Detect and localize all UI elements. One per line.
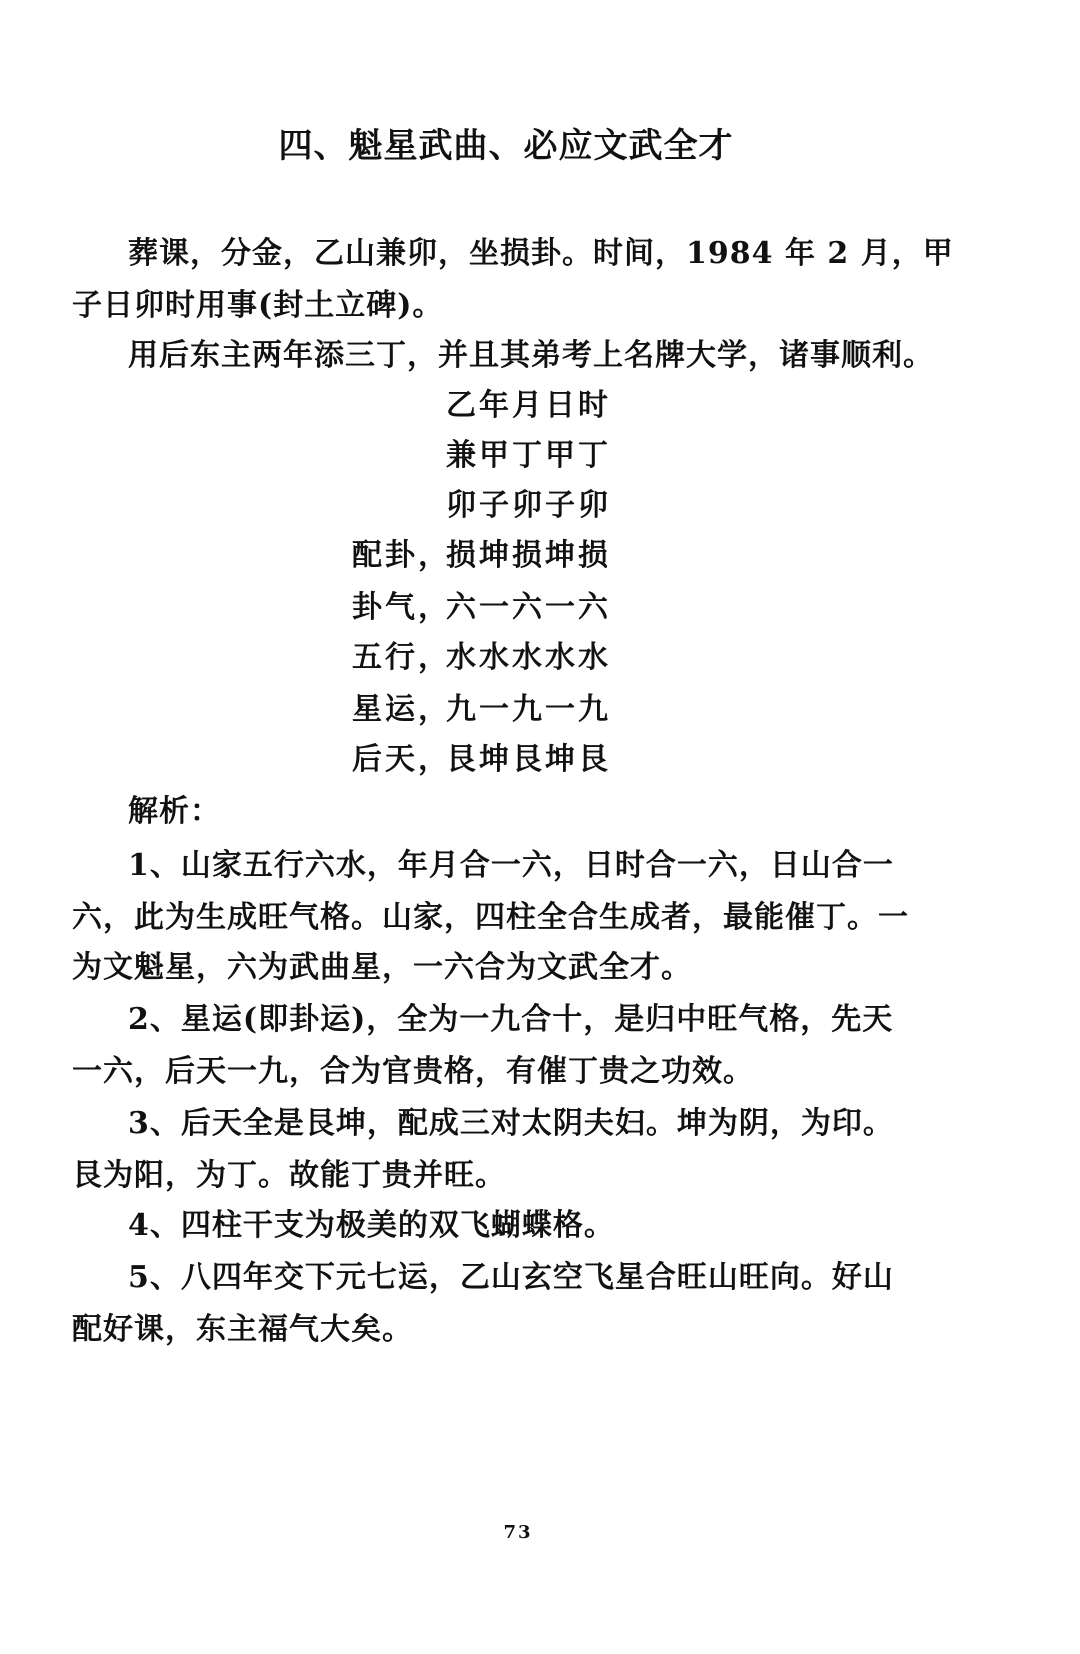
chart-header-row-1: 乙年月日时: [446, 388, 611, 423]
intro-line-2: 子日卯时用事(封土立碑)。: [72, 288, 444, 323]
analysis-line-1: 1、山家五行六水，年月合一六，日时合一六，日山合一: [128, 848, 894, 883]
intro-line-3: 用后东主两年添三丁，并且其弟考上名牌大学，诸事顺利。: [128, 338, 934, 373]
analysis-line-7: 艮为阳，为丁。故能丁贵并旺。: [72, 1158, 506, 1193]
chart-row-value-1: 损坤损坤损: [446, 538, 611, 573]
chart-row-label-2: 卦气，: [352, 590, 451, 625]
chart-row-value-2: 六一六一六: [446, 590, 611, 625]
analysis-line-2: 六，此为生成旺气格。山家，四柱全合生成者，最能催丁。一: [72, 900, 909, 935]
section-title: 四、魁星武曲、必应文武全才: [278, 126, 734, 166]
chart-row-label-1: 配卦，: [352, 538, 451, 573]
chart-header-row-2: 兼甲丁甲丁: [446, 438, 611, 473]
chart-row-label-4: 星运，: [352, 692, 451, 727]
intro-line-1: 葬课，分金，乙山兼卯，坐损卦。时间，1984 年 2 月，甲: [128, 236, 954, 271]
analysis-heading: 解析：: [128, 794, 221, 829]
analysis-line-8: 4、四柱干支为极美的双飞蝴蝶格。: [128, 1208, 615, 1243]
analysis-line-10: 配好课，东主福气大矣。: [72, 1312, 413, 1347]
analysis-line-3: 为文魁星，六为武曲星，一六合为文武全才。: [72, 950, 692, 985]
chart-row-value-5: 艮坤艮坤艮: [446, 742, 611, 777]
chart-header-row-3: 卯子卯子卯: [446, 488, 611, 523]
analysis-line-9: 5、八四年交下元七运，乙山玄空飞星合旺山旺向。好山: [128, 1260, 894, 1295]
chart-row-label-3: 五行，: [352, 640, 451, 675]
chart-row-label-5: 后天，: [352, 742, 451, 777]
chart-row-value-3: 水水水水水: [446, 640, 611, 675]
analysis-line-4: 2、星运(即卦运)，全为一九合十，是归中旺气格，先天: [128, 1002, 894, 1037]
page-number: 73: [503, 1522, 533, 1543]
analysis-line-6: 3、后天全是艮坤，配成三对太阴夫妇。坤为阴，为印。: [128, 1106, 894, 1141]
chart-row-value-4: 九一九一九: [446, 692, 611, 727]
analysis-line-5: 一六，后天一九，合为官贵格，有催丁贵之功效。: [72, 1054, 754, 1089]
